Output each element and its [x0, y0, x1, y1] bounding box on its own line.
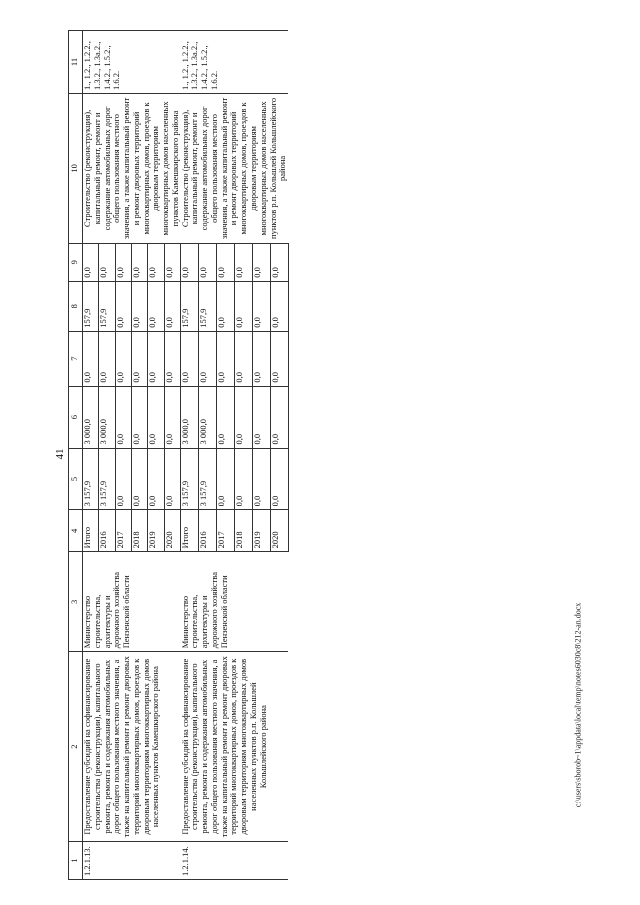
- other-cell: 0,0: [99, 243, 115, 281]
- regional-cell: 0,0: [199, 331, 217, 386]
- local-cell: 0,0: [115, 281, 131, 331]
- year-cell: 2016: [99, 510, 115, 552]
- regional-cell: 0,0: [181, 331, 199, 386]
- local-cell: 157,9: [181, 281, 199, 331]
- expected-result: Строительство (реконструкция), капитальный ремонт, ремонт и содержание автомобильных дорог общего пользования местного значения, а также капитальный ремонт и ремонт дворовых территорий многоквартирных домов, проездов к дворовым территориям многоквартирных домов населенных пунктов Камешкирского района: [83, 94, 181, 244]
- other-cell: 0,0: [199, 243, 217, 281]
- regional-cell: 0,0: [270, 331, 288, 386]
- regional-cell: 0,0: [148, 331, 164, 386]
- col-header: 11: [69, 31, 83, 94]
- executor: Министерство строительства, архитектуры и дорожного хозяйства Пензенской области: [181, 552, 288, 652]
- federal-cell: 3 000,0: [99, 386, 115, 448]
- federal-cell: 0,0: [148, 386, 164, 448]
- other-cell: 0,0: [252, 243, 270, 281]
- federal-cell: 3 000,0: [83, 386, 99, 448]
- year-cell: 2017: [115, 510, 131, 552]
- regional-cell: 0,0: [83, 331, 99, 386]
- federal-cell: 0,0: [270, 386, 288, 448]
- year-cell: Итого: [181, 510, 199, 552]
- year-cell: 2018: [234, 510, 252, 552]
- indicators: 1., 1.2., 1.2.2., 1.3.2., 1.3а.2., 1.4.2., 1.5.2., 1.6.2.: [83, 31, 181, 94]
- column-number-row: [69, 31, 83, 880]
- rotated-table-container: [68, 30, 568, 880]
- local-cell: 157,9: [199, 281, 217, 331]
- row-number: 1.2.1.14.: [181, 842, 288, 880]
- regional-cell: 0,0: [234, 331, 252, 386]
- other-cell: 0,0: [115, 243, 131, 281]
- federal-cell: 0,0: [252, 386, 270, 448]
- row-number: 1.2.1.13.: [83, 842, 181, 880]
- total-cell: 3 157,9: [181, 448, 199, 510]
- other-cell: 0,0: [148, 243, 164, 281]
- table-row: [181, 31, 199, 880]
- col-header: 2: [69, 652, 83, 842]
- local-cell: 0,0: [216, 281, 234, 331]
- other-cell: 0,0: [234, 243, 252, 281]
- regional-cell: 0,0: [164, 331, 180, 386]
- year-cell: 2016: [199, 510, 217, 552]
- page-number: 41: [54, 448, 66, 460]
- total-cell: 0,0: [148, 448, 164, 510]
- local-cell: 0,0: [252, 281, 270, 331]
- col-header: 1: [69, 842, 83, 880]
- year-cell: 2019: [148, 510, 164, 552]
- local-cell: 0,0: [148, 281, 164, 331]
- col-header: 8: [69, 281, 83, 331]
- total-cell: 3 157,9: [199, 448, 217, 510]
- local-cell: 157,9: [99, 281, 115, 331]
- local-cell: 0,0: [234, 281, 252, 331]
- federal-cell: 3 000,0: [199, 386, 217, 448]
- col-header: 4: [69, 510, 83, 552]
- total-cell: 3 157,9: [83, 448, 99, 510]
- federal-cell: 0,0: [132, 386, 148, 448]
- regional-cell: 0,0: [115, 331, 131, 386]
- other-cell: 0,0: [181, 243, 199, 281]
- table-row: [83, 31, 99, 880]
- total-cell: 0,0: [252, 448, 270, 510]
- other-cell: 0,0: [164, 243, 180, 281]
- activity-name: Предоставление субсидий на софинансирование строительства (реконструкции), капитального ремонта, ремонта и содержания автомобильных дорог общего пользования местного значения, а также на капитальный ремонт и ремонт дворовых территорий многоквартирных домов, проездов к дворовым территориям многоквартирных домов населенных пунктов Камешкирского района: [83, 652, 181, 842]
- activity-name: Предоставление субсидий на софинансирование строительства (реконструкции), капитального ремонта, ремонта и содержания автомобильных дорог общего пользования местного значения, а также на капитальный ремонт и ремонт дворовых территорий многоквартирных домов, проездов к дворовым территориям многоквартирных домов населенных пунктов р.п. Кольшлей Кольшлейского района: [181, 652, 288, 842]
- year-cell: 2020: [164, 510, 180, 552]
- other-cell: 0,0: [216, 243, 234, 281]
- col-header: 9: [69, 243, 83, 281]
- federal-cell: 0,0: [164, 386, 180, 448]
- local-cell: 157,9: [83, 281, 99, 331]
- col-header: 10: [69, 94, 83, 244]
- regional-cell: 0,0: [99, 331, 115, 386]
- local-cell: 0,0: [132, 281, 148, 331]
- other-cell: 0,0: [83, 243, 99, 281]
- program-activities-table: [68, 30, 289, 880]
- total-cell: 0,0: [164, 448, 180, 510]
- total-cell: 3 157,9: [99, 448, 115, 510]
- federal-cell: 0,0: [115, 386, 131, 448]
- year-cell: Итого: [83, 510, 99, 552]
- regional-cell: 0,0: [132, 331, 148, 386]
- other-cell: 0,0: [132, 243, 148, 281]
- total-cell: 0,0: [216, 448, 234, 510]
- federal-cell: 0,0: [216, 386, 234, 448]
- year-cell: 2017: [216, 510, 234, 552]
- total-cell: 0,0: [115, 448, 131, 510]
- federal-cell: 0,0: [234, 386, 252, 448]
- local-cell: 0,0: [164, 281, 180, 331]
- col-header: 6: [69, 386, 83, 448]
- year-cell: 2020: [270, 510, 288, 552]
- year-cell: 2018: [132, 510, 148, 552]
- other-cell: 0,0: [270, 243, 288, 281]
- federal-cell: 3 000,0: [181, 386, 199, 448]
- year-cell: 2019: [252, 510, 270, 552]
- local-cell: 0,0: [270, 281, 288, 331]
- col-header: 7: [69, 331, 83, 386]
- expected-result: Строительство (реконструкция), капитальный ремонт, ремонт и содержание автомобильных дорог общего пользования местного значения, а также капитальный ремонт и ремонт дворовых территорий многоквартирных домов, проездов к дворовым территориям многоквартирных домов населенных пунктов р.п. Кольшлей Кольшлейского района: [181, 94, 288, 244]
- col-header: 3: [69, 552, 83, 652]
- executor: Министерство строительства, архитектуры и дорожного хозяйства Пензенской области: [83, 552, 181, 652]
- total-cell: 0,0: [234, 448, 252, 510]
- regional-cell: 0,0: [252, 331, 270, 386]
- indicators: 1., 1.2., 1.2.2., 1.3.2., 1.3а.2., 1.4.2., 1.5.2., 1.6.2.: [181, 31, 288, 94]
- table-body: [83, 31, 289, 880]
- col-header: 5: [69, 448, 83, 510]
- total-cell: 0,0: [132, 448, 148, 510]
- footer-file-path: c:\users\sborob~1\appdata\local\temp\notes6030c8\212-an.docx: [573, 602, 583, 808]
- regional-cell: 0,0: [216, 331, 234, 386]
- total-cell: 0,0: [270, 448, 288, 510]
